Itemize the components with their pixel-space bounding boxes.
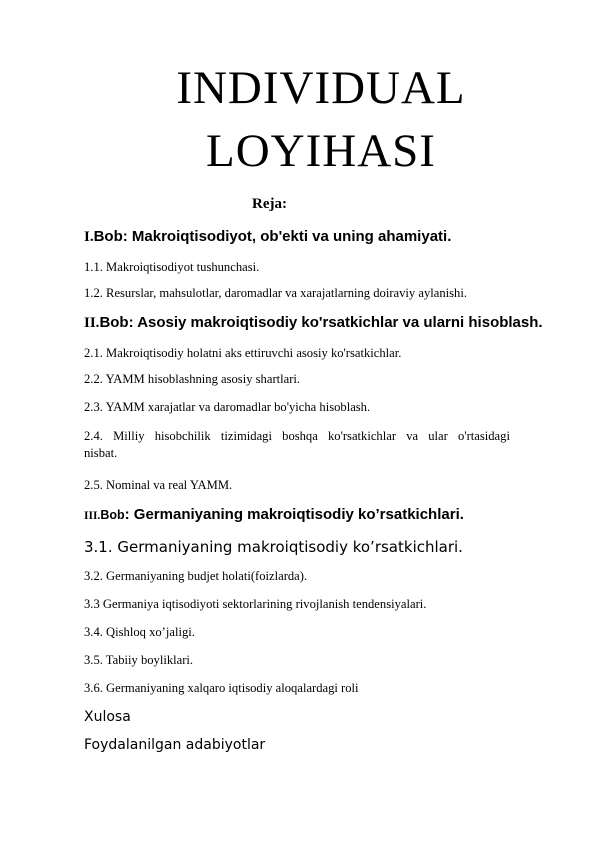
chapter-3-roman: III.: [84, 510, 101, 522]
title-line-1: INDIVIDUAL: [176, 62, 466, 114]
chapter-1-title: Bob: Makroiqtisodiyot, ob'ekti va uning ahamiyati.: [93, 228, 452, 245]
plan-heading: Reja:: [252, 196, 287, 212]
conclusion: Xulosa: [84, 709, 131, 725]
chapter-3-bob: Bob: [100, 508, 125, 522]
item-2-4-word: boshqa: [282, 429, 318, 443]
chapter-1-roman: I.: [84, 229, 94, 245]
item-2-4-word: ko'rsatkichlar: [328, 429, 397, 443]
item-3-5: 3.5. Tabiiy boyliklari.: [84, 653, 194, 667]
item-1-2: 1.2. Resurslar, mahsulotlar, daromadlar va xarajatlarning doiraviy aylanishi.: [84, 286, 467, 300]
item-2-4-word: 2.4.: [84, 429, 103, 443]
chapter-2-roman: II.: [84, 315, 100, 331]
chapter-3-title: : Germaniyaning makroiqtisodiy ko’rsatkichlari.: [124, 506, 464, 523]
item-2-4-word: Milliy: [113, 429, 145, 443]
item-2-4-word: ular: [428, 429, 448, 443]
item-2-4-word: va: [406, 429, 419, 443]
chapter-2-heading: [84, 314, 543, 332]
item-1-1: 1.1. Makroiqtisodiyot tushunchasi.: [84, 260, 260, 274]
item-3-6: 3.6. Germaniyaning xalqaro iqtisodiy aloqalardagi roli: [84, 681, 359, 695]
item-2-5: 2.5. Nominal va real YAMM.: [84, 478, 233, 492]
item-3-2: 3.2. Germaniyaning budjet holati(foizlarda).: [84, 569, 308, 583]
item-2-4: [84, 428, 510, 462]
item-3-4: 3.4. Qishloq xo’jaligi.: [84, 625, 195, 639]
item-2-1: 2.1. Makroiqtisodiy holatni aks ettiruvchi asosiy ko'rsatkichlar.: [84, 346, 402, 360]
item-3-1: 3.1. Germaniyaning makroiqtisodiy ko’rsatkichlari.: [84, 538, 463, 556]
item-2-4-word: tizimidagi: [220, 429, 272, 443]
references: Foydalanilgan adabiyotlar: [84, 737, 266, 753]
item-2-4-word: hisobchilik: [154, 429, 211, 443]
item-2-4-continuation: nisbat.: [84, 446, 118, 460]
item-3-3: 3.3 Germaniya iqtisodiyoti sektorlarining rivojlanish tendensiyalari.: [84, 597, 427, 611]
item-2-4-first-line: [84, 428, 510, 445]
chapter-1-heading: [84, 228, 451, 246]
chapter-3-heading: [84, 506, 464, 523]
item-2-2: 2.2. YAMM hisoblashning asosiy shartlari.: [84, 372, 301, 386]
item-2-3: 2.3. YAMM xarajatlar va daromadlar bo'yicha hisoblash.: [84, 400, 371, 414]
chapter-2-title: Bob: Asosiy makroiqtisodiy ko'rsatkichlar va ularni hisoblash.: [99, 314, 543, 331]
title-line-2: LOYIHASI: [206, 125, 436, 177]
item-2-4-word: o'rtasidagi: [458, 429, 510, 443]
